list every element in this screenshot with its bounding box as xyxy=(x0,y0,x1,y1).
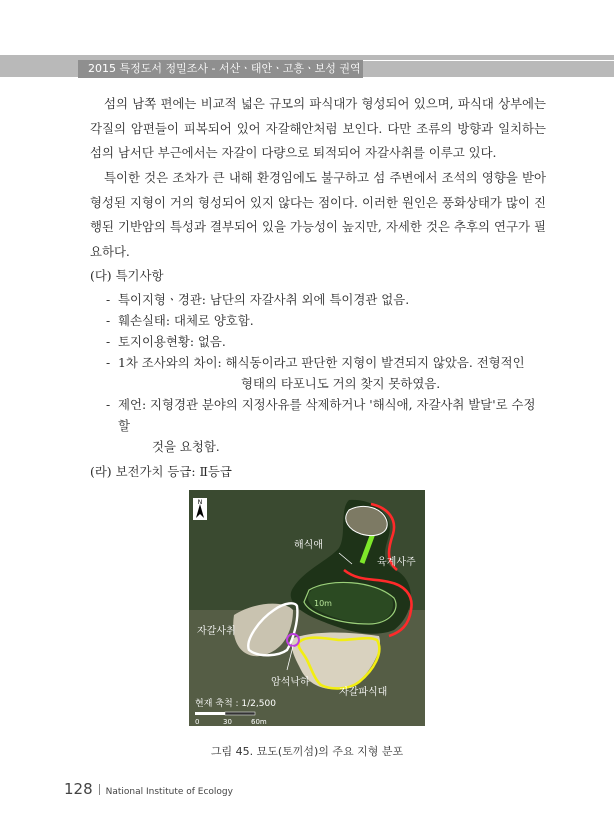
list-item-text: 제언: 지형경관 분야의 지정사유를 삭제하거나 '해식애, 자갈사취 발달'로 수정할 xyxy=(118,397,536,433)
page-footer xyxy=(64,779,233,798)
aerial-map xyxy=(189,490,425,726)
label-spit: 자갈사취 xyxy=(197,626,236,637)
list-item-continuation: 것을 요청함. xyxy=(152,439,220,454)
list-item-text: 토지이용현황: 없음. xyxy=(118,334,226,349)
list-item xyxy=(106,352,546,394)
list-dash: - xyxy=(106,292,111,307)
footer-divider xyxy=(99,784,100,795)
body-paragraph-1: 섬의 남쪽 편에는 비교적 넓은 규모의 파식대가 형성되어 있으며, 파식대 상부에는 각질의 암편들이 피복되어 있어 자갈해안처럼 보인다. 다만 조류의 방향과 일치하는 섬의 남서단 부근에서는 자갈이 다량으로 퇴적되어 자갈사취를 이루고 있다. xyxy=(90,96,546,160)
list-item xyxy=(106,394,546,457)
label-platform: 자갈파식대 xyxy=(339,687,388,698)
page-number: 128 xyxy=(64,780,93,798)
list-item-continuation: 형태의 타포니도 거의 찾지 못하였음. xyxy=(241,376,441,391)
list-item-text: 훼손실태: 대체로 양호함. xyxy=(118,313,254,328)
list-dash: - xyxy=(106,397,111,412)
running-header: 2015 특정도서 정밀조사 - 서산ㆍ태안ㆍ고흥ㆍ보성 권역 xyxy=(78,60,363,78)
list-item-text: 1차 조사와의 차이: 해식동이라고 판단한 지형이 발견되지 않았음. 전형적인 xyxy=(118,355,525,370)
figure-caption: 그림 45. 묘도(토끼섬)의 주요 지형 분포 xyxy=(210,745,404,758)
label-rockfall: 암석낙하 xyxy=(271,677,310,688)
special-notes-list xyxy=(106,289,546,457)
list-item xyxy=(106,331,546,352)
list-item-text: 특이지형ㆍ경관: 남단의 자갈사취 외에 특이경관 없음. xyxy=(118,292,410,307)
list-item xyxy=(106,289,546,310)
scale-tick: 0 xyxy=(195,718,200,726)
list-dash: - xyxy=(106,355,111,370)
header-rule xyxy=(363,60,614,61)
special-notes-title: (다) 특기사항 xyxy=(90,268,164,283)
body-paragraph-2: 특이한 것은 조차가 큰 내해 환경임에도 불구하고 섬 주변에서 조석의 영향을 받아 형성된 지형이 거의 형성되어 있지 않다는 점이다. 이러한 원인은 풍화상태가 많이 진행된 기반암의 특성과 결부되어 있을 가능성이 높지만, 자세한 것은 추후의 연구가 필요하다. xyxy=(90,170,546,259)
scale-text: 현재 축척 : 1/2,500 xyxy=(195,699,276,709)
scale-tick: 60m xyxy=(251,718,267,726)
scale-tick: 30 xyxy=(223,718,232,726)
footer-organization: National Institute of Ecology xyxy=(105,787,233,797)
aerial-map-figure xyxy=(189,490,425,726)
list-dash: - xyxy=(106,334,111,349)
north-label: N xyxy=(197,499,203,506)
list-dash: - xyxy=(106,313,111,328)
label-sea-cliff: 해식애 xyxy=(294,540,323,551)
label-contour: 10m xyxy=(314,599,332,608)
label-tombolo: 육계사주 xyxy=(377,557,416,568)
scale-bar-segment xyxy=(195,712,225,715)
list-item xyxy=(106,310,546,331)
grade-title: (라) 보전가치 등급: Ⅱ등급 xyxy=(90,464,232,479)
scale-bar-segment xyxy=(225,712,255,715)
